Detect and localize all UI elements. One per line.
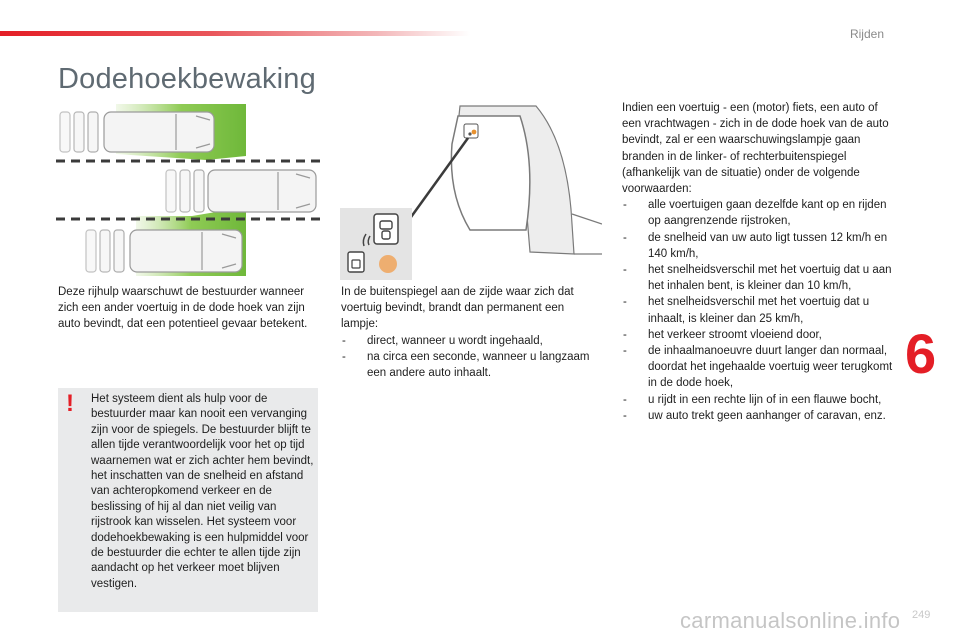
warning-text: Het systeem dient als hulp voor de bestuurder maar kan nooit een vervanging zijn voor de spiegels. De bestuurder blijft te allen tijde verantwoordelijk voor het op tijd waarnemen wat er zich achter hem bevindt, het inschatten van de snelheid en afstand van achteropkomend verkeer en de beslissing of hij al dan niet veilig van rijstrook kan wisselen. Het systeem voor dodehoekbewaking is een hulpmiddel voor de bestuurder die echter te allen tijde zijn aandacht op het verkeer moet blijven vestigen. [91, 393, 314, 590]
van-bottom [86, 230, 242, 272]
watermark: carmanualsonline.info [680, 608, 901, 633]
mirror-lamp-intro: In de buitenspiegel aan de zijde waar zich dat voertuig bevindt, brandt dan permanent een lampje: [341, 286, 574, 331]
header-accent-bar [0, 31, 470, 36]
blind-spot-road-illustration [56, 104, 320, 276]
conditions-intro: Indien een voertuig - een (motor) fiets, een auto of een vrachtwagen - zich in de dode hoek van de auto bevindt, zal er een waarschuwingslampje gaan branden in de linker- of rechterbuitenspiegel (afhankelijk van de situatie) onder de volgende voorwaarden: [622, 102, 889, 196]
mirror-warning-lamp-illustration [340, 104, 602, 280]
warning-icon: ! [66, 390, 74, 417]
conditions-list [622, 197, 897, 424]
intro-paragraph: Deze rijhulp waarschuwt de bestuurder wanneer zich een ander voertuig in de dode hoek van zijn auto bevindt, dat een potentieel gevaar betekent. [58, 286, 308, 331]
list-item: - u rijdt in een rechte lijn of in een flauwe bocht, [622, 392, 897, 408]
intro-text [58, 284, 316, 333]
chapter-number: 6 [905, 322, 937, 385]
list-item: - alle voertuigen gaan dezelfde kant op en rijden op aangrenzende rijstroken, [622, 197, 897, 229]
list-item: - het snelheidsverschil met het voertuig dat u aan het inhalen bent, is kleiner dan 10 km/h, [622, 262, 897, 294]
list-item: - het verkeer stroomt vloeiend door, [622, 327, 897, 343]
conditions-text [622, 100, 897, 424]
page-number: 249 [912, 609, 931, 621]
mirror-lamp-text [341, 284, 601, 381]
list-item: - direct, wanneer u wordt ingehaald, [341, 333, 601, 349]
list-item: - uw auto trekt geen aanhanger of caravan, enz. [622, 408, 897, 424]
section-label: Rijden [849, 27, 884, 41]
list-item: - de inhaalmanoeuvre duurt langer dan normaal, doordat het ingehaalde voertuig weer terugkomt in de dode hoek, [622, 343, 897, 392]
van-middle [166, 170, 316, 212]
mirror-lamp-icon [464, 124, 478, 138]
list-item: - het snelheidsverschil met het voertuig dat u inhaalt, is kleiner dan 25 km/h, [622, 294, 897, 326]
page-title: Dodehoekbewaking [58, 63, 316, 95]
mirror-glass [451, 116, 529, 230]
list-item: - na circa een seconde, wanneer u langzaam een andere auto inhaalt. [341, 349, 601, 381]
list-item: - de snelheid van uw auto ligt tussen 12 km/h en 140 km/h, [622, 230, 897, 262]
mirror-lamp-list [341, 333, 601, 382]
van-top [60, 112, 214, 152]
